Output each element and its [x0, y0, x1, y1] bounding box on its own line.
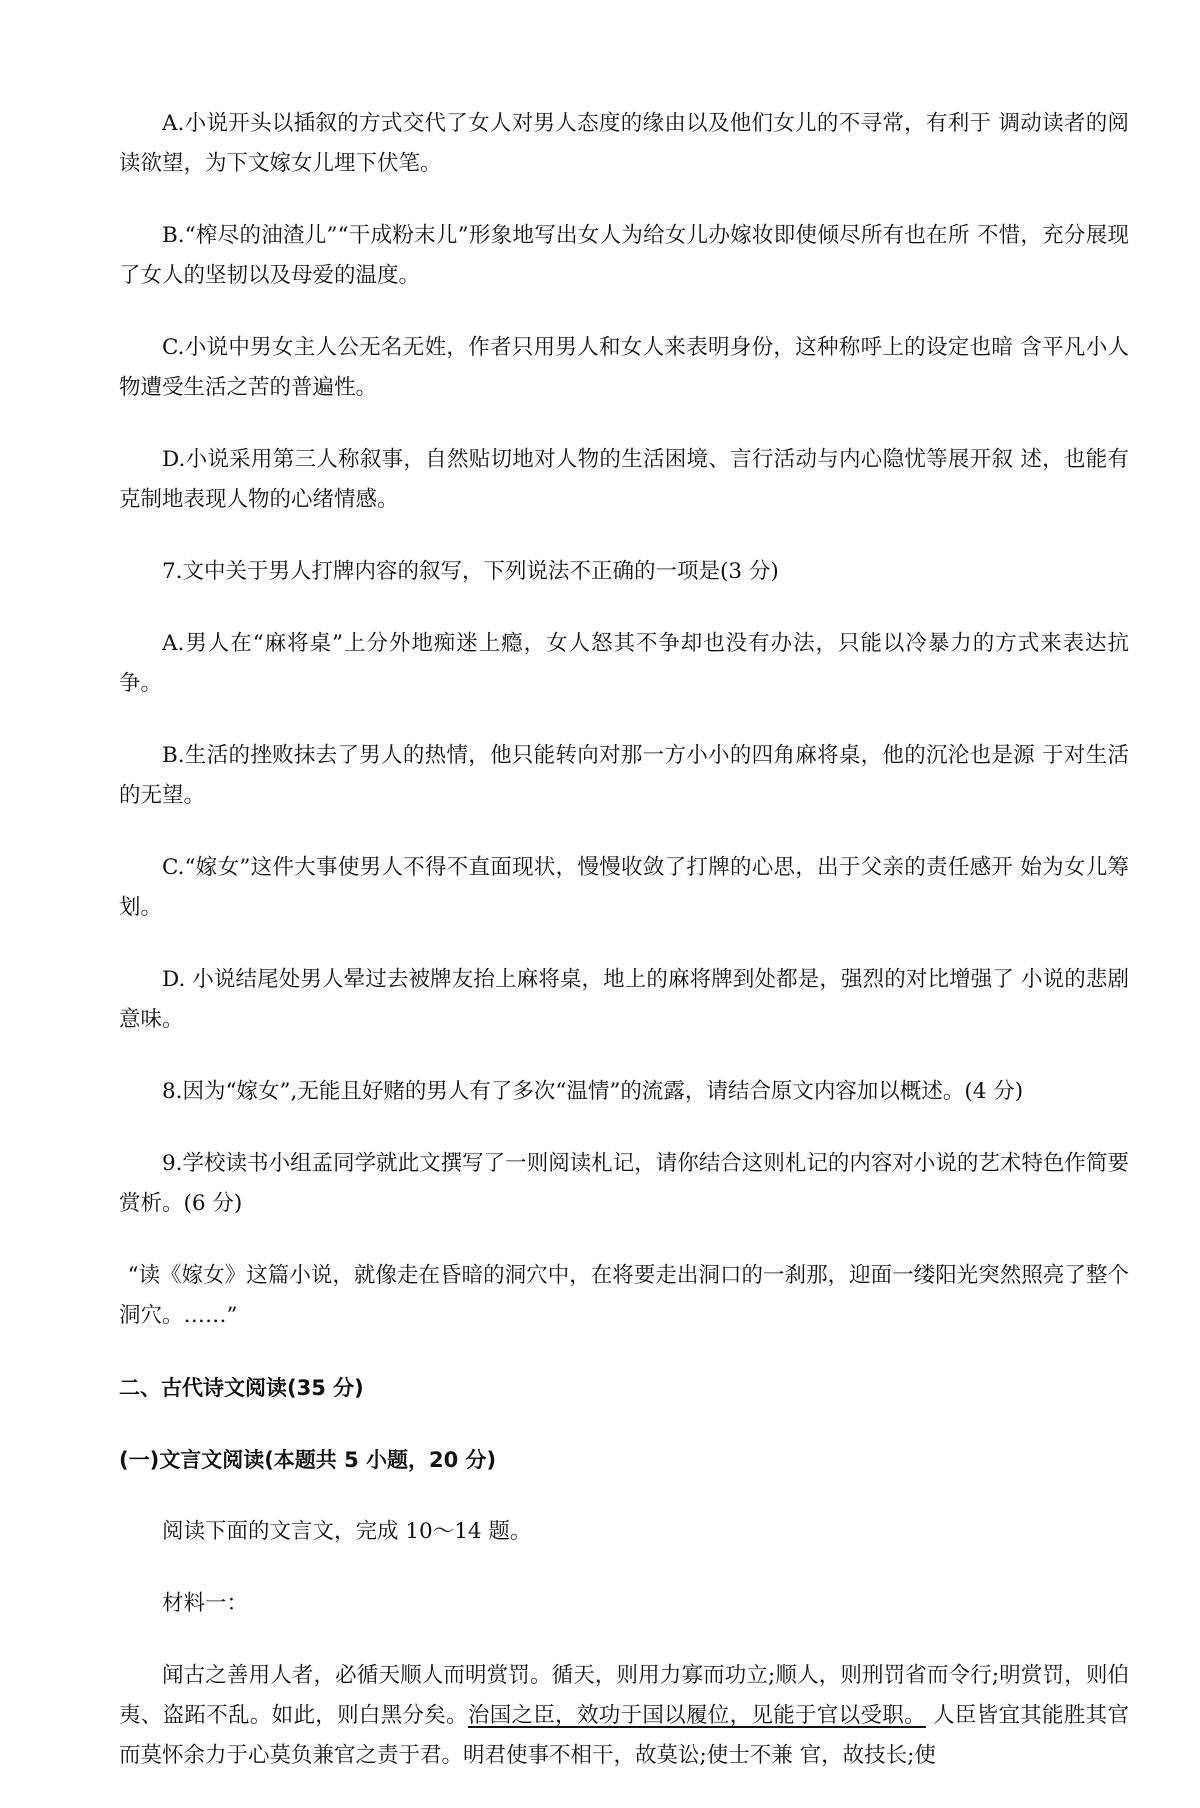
q7-option-b: B.生活的挫败抹去了男人的热情，他只能转向对那一方小小的四角麻将桌，他的沉沦也是源 于对生活的无望。: [119, 743, 1129, 808]
passage-part-1: 闻古之善用人者，必循天顺人而明赏罚。循天，则用力寡而功立;顺人，则刑罚省而令行;明赏罚，则伯夷、盗跖不乱。如此，则白黑分矣。: [119, 1663, 1129, 1728]
q7-stem: 7.文中关于男人打牌内容的叙写，下列说法不正确的一项是(3 分): [162, 559, 779, 584]
reading-instruction: 阅读下面的文言文，完成 10～14 题。: [162, 1519, 532, 1544]
material-label: 材料一：: [162, 1591, 249, 1616]
q9-quote: “读《嫁女》这篇小说，就像走在昏暗的洞穴中，在将要走出洞口的一刹那，迎面一缕阳光突然照亮了整个洞穴。……”: [119, 1263, 1129, 1328]
subsection-heading: (一)文言文阅读(本题共 5 小题，20 分): [119, 1448, 497, 1472]
q9-stem: 9.学校读书小组孟同学就此文撰写了一则阅读札记，请你结合这则札记的内容对小说的艺术特色作简要赏析。(6 分): [119, 1151, 1129, 1216]
q7-option-c: C.“嫁女”这件大事使男人不得不直面现状，慢慢收敛了打牌的心思，出于父亲的责任感开 始为女儿筹划。: [119, 855, 1129, 920]
document-page: [119, 104, 1129, 1808]
classical-passage: [119, 1656, 1129, 1776]
q6-option-c: C.小说中男女主人公无名无姓，作者只用男人和女人来表明身份，这种称呼上的设定也暗 含平凡小人物遭受生活之苦的普遍性。: [119, 335, 1129, 400]
q8-stem: 8.因为“嫁女”,无能且好赌的男人有了多次“温情”的流露，请结合原文内容加以概述。(4 分): [162, 1079, 1024, 1104]
q6-option-b: B.“榨尽的油渣儿”“干成粉末儿”形象地写出女人为给女儿办嫁妆即使倾尽所有也在所 不惜，充分展现了女人的坚韧以及母爱的温度。: [119, 223, 1129, 288]
underlined-sentence: 治国之臣，效功于国以履位，见能于官以受职。: [467, 1703, 926, 1728]
q6-option-a: A.小说开头以插叙的方式交代了女人对男人态度的缘由以及他们女儿的不寻常，有利于 调动读者的阅读欲望，为下文嫁女儿埋下伏笔。: [119, 111, 1129, 176]
section-heading: 二、古代诗文阅读(35 分): [119, 1376, 364, 1400]
passage-part-2: 人臣皆宜其能胜其官而莫怀余力于心莫负兼官之责于君。明君使事不相干，故莫讼;使士不兼 官，故技长;使: [119, 1703, 1129, 1768]
q6-option-d: D.小说采用第三人称叙事，自然贴切地对人物的生活困境、言行活动与内心隐忧等展开叙 述，也能有克制地表现人物的心绪情感。: [119, 447, 1129, 512]
q7-option-d: D. 小说结尾处男人晕过去被牌友抬上麻将桌，地上的麻将牌到处都是，强烈的对比增强了 小说的悲剧意味。: [119, 967, 1129, 1032]
q7-option-a: A.男人在“麻将桌”上分外地痴迷上瘾，女人怒其不争却也没有办法，只能以冷暴力的方式来表达抗争。: [119, 631, 1129, 696]
